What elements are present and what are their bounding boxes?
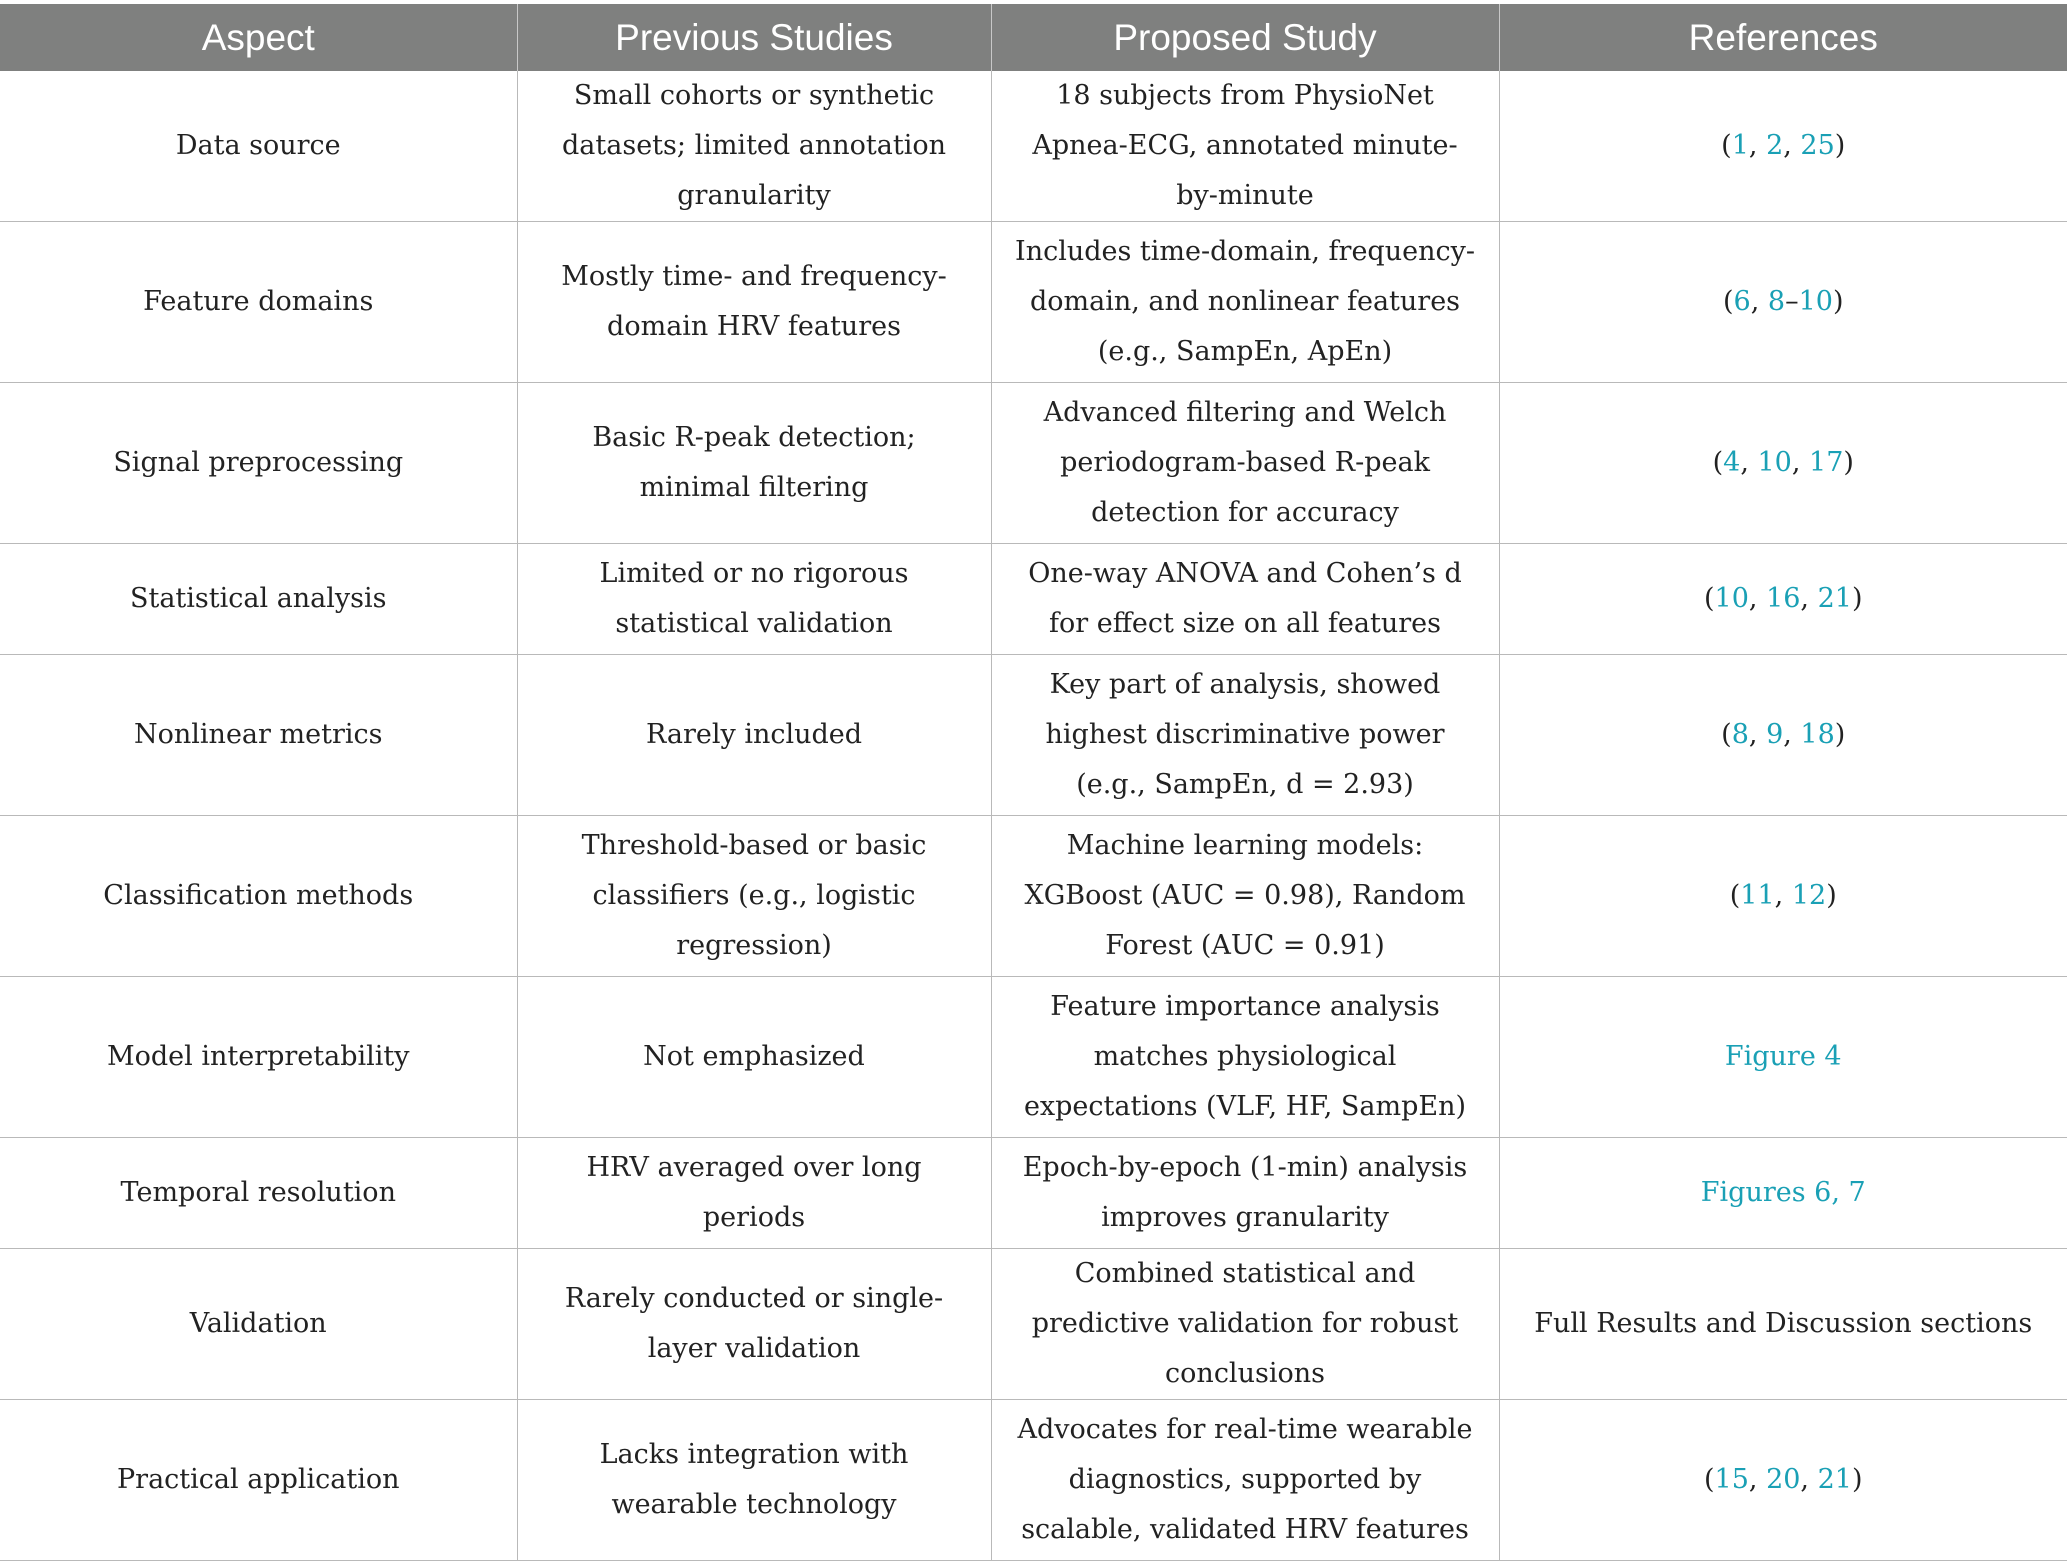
proposed-cell: One-way ANOVA and Cohen’s d for effect size on all features	[991, 544, 1499, 655]
previous-cell: Lacks integration with wearable technology	[517, 1400, 991, 1561]
reference-punctuation: ,	[1740, 447, 1758, 478]
reference-link[interactable]: 8	[1731, 719, 1749, 750]
reference-link[interactable]: 10	[1757, 447, 1792, 478]
header-row	[0, 4, 2067, 71]
references-cell	[1499, 977, 2067, 1138]
reference-link[interactable]: 10	[1798, 286, 1833, 317]
previous-cell: Basic R-peak detection; minimal filtering	[517, 383, 991, 544]
header-proposed-study: Proposed Study	[991, 4, 1499, 71]
header-references: References	[1499, 4, 2067, 71]
proposed-cell: 18 subjects from PhysioNet Apnea-ECG, annotated minute-by-minute	[991, 71, 1499, 222]
proposed-cell: Machine learning models: XGBoost (AUC = 0.98), Random Forest (AUC = 0.91)	[991, 816, 1499, 977]
reference-punctuation: )	[1851, 1464, 1863, 1495]
table-row	[0, 71, 2067, 222]
aspect-cell: Model interpretability	[0, 977, 517, 1138]
reference-punctuation: ,	[1748, 1464, 1767, 1495]
reference-link[interactable]: 12	[1791, 880, 1827, 911]
proposed-cell: Feature importance analysis matches physiological expectations (VLF, HF, SampEn)	[991, 977, 1499, 1138]
reference-punctuation: (	[1721, 130, 1732, 161]
reference-link[interactable]: 9	[1766, 719, 1784, 750]
reference-punctuation: ,	[1774, 880, 1792, 911]
reference-link[interactable]: 1	[1731, 130, 1749, 161]
references-cell	[1499, 1400, 2067, 1561]
reference-punctuation: )	[1843, 447, 1854, 478]
previous-cell: HRV averaged over long periods	[517, 1138, 991, 1249]
aspect-cell: Practical application	[0, 1400, 517, 1561]
table-row	[0, 222, 2067, 383]
reference-punctuation: (	[1703, 1464, 1715, 1495]
aspect-cell: Validation	[0, 1249, 517, 1400]
references-cell	[1499, 1138, 2067, 1249]
reference-link[interactable]: 4	[1723, 447, 1741, 478]
reference-link[interactable]: 25	[1800, 130, 1835, 161]
aspect-cell: Statistical analysis	[0, 544, 517, 655]
reference-link[interactable]: 11	[1740, 880, 1775, 911]
reference-link[interactable]: 15	[1714, 1464, 1749, 1495]
header-previous-studies: Previous Studies	[517, 4, 991, 71]
aspect-cell: Feature domains	[0, 222, 517, 383]
reference-punctuation: ,	[1783, 719, 1801, 750]
references-cell	[1499, 544, 2067, 655]
reference-punctuation: (	[1712, 447, 1724, 478]
reference-link[interactable]: 6	[1733, 286, 1751, 317]
reference-link[interactable]: 21	[1817, 1464, 1852, 1495]
reference-punctuation: )	[1832, 286, 1844, 317]
reference-punctuation: )	[1851, 583, 1863, 614]
previous-cell: Threshold-based or basic classifiers (e.g., logistic regression)	[517, 816, 991, 977]
table-row	[0, 655, 2067, 816]
reference-link[interactable]: Figure 4	[1724, 1041, 1842, 1072]
reference-punctuation: (	[1723, 286, 1734, 317]
reference-punctuation: )	[1826, 880, 1837, 911]
table-row	[0, 977, 2067, 1138]
previous-cell: Mostly time- and frequency-domain HRV features	[517, 222, 991, 383]
references-cell	[1499, 1249, 2067, 1400]
reference-link[interactable]: 17	[1809, 447, 1844, 478]
previous-cell: Small cohorts or synthetic datasets; limited annotation granularity	[517, 71, 991, 222]
table-row	[0, 544, 2067, 655]
reference-link[interactable]: 21	[1817, 583, 1852, 614]
table-row	[0, 1249, 2067, 1400]
reference-punctuation: ,	[1800, 1464, 1818, 1495]
reference-link[interactable]: Figures 6, 7	[1700, 1177, 1866, 1208]
table-row	[0, 816, 2067, 977]
proposed-cell: Advocates for real-time wearable diagnostics, supported by scalable, validated HRV features	[991, 1400, 1499, 1561]
reference-punctuation: ,	[1748, 130, 1767, 161]
header-aspect: Aspect	[0, 4, 517, 71]
proposed-cell: Combined statistical and predictive validation for robust conclusions	[991, 1249, 1499, 1400]
reference-punctuation: ,	[1748, 719, 1767, 750]
proposed-cell: Advanced filtering and Welch periodogram-based R-peak detection for accuracy	[991, 383, 1499, 544]
aspect-cell: Signal preprocessing	[0, 383, 517, 544]
references-cell	[1499, 222, 2067, 383]
reference-punctuation: (	[1729, 880, 1741, 911]
references-cell	[1499, 71, 2067, 222]
comparison-table	[0, 4, 2067, 1561]
proposed-cell: Key part of analysis, showed highest discriminative power (e.g., SampEn, d = 2.93)	[991, 655, 1499, 816]
table-row	[0, 1138, 2067, 1249]
reference-punctuation: ,	[1748, 583, 1767, 614]
reference-punctuation: (	[1721, 719, 1732, 750]
reference-link[interactable]: 20	[1766, 1464, 1801, 1495]
reference-link[interactable]: 10	[1714, 583, 1749, 614]
reference-link[interactable]: 18	[1800, 719, 1835, 750]
aspect-cell: Temporal resolution	[0, 1138, 517, 1249]
previous-cell: Rarely conducted or single-layer validation	[517, 1249, 991, 1400]
proposed-cell: Epoch-by-epoch (1-min) analysis improves granularity	[991, 1138, 1499, 1249]
reference-link[interactable]: 2	[1766, 130, 1784, 161]
references-cell	[1499, 816, 2067, 977]
previous-cell: Limited or no rigorous statistical validation	[517, 544, 991, 655]
reference-punctuation: ,	[1791, 447, 1810, 478]
reference-punctuation: ,	[1800, 583, 1818, 614]
reference-punctuation: Full Results and Discussion sections	[1534, 1308, 2033, 1339]
table-row	[0, 383, 2067, 544]
aspect-cell: Nonlinear metrics	[0, 655, 517, 816]
reference-link[interactable]: 16	[1766, 583, 1801, 614]
previous-cell: Not emphasized	[517, 977, 991, 1138]
proposed-cell: Includes time-domain, frequency-domain, and nonlinear features (e.g., SampEn, ApEn)	[991, 222, 1499, 383]
aspect-cell: Data source	[0, 71, 517, 222]
references-cell	[1499, 383, 2067, 544]
previous-cell: Rarely included	[517, 655, 991, 816]
reference-punctuation: ,	[1783, 130, 1801, 161]
references-cell	[1499, 655, 2067, 816]
table-row	[0, 1400, 2067, 1561]
aspect-cell: Classification methods	[0, 816, 517, 977]
reference-punctuation: ,	[1750, 286, 1768, 317]
reference-punctuation: )	[1834, 130, 1846, 161]
reference-punctuation: (	[1703, 583, 1715, 614]
reference-punctuation: )	[1834, 719, 1846, 750]
reference-link[interactable]: 8	[1767, 286, 1786, 317]
reference-punctuation: –	[1785, 286, 1799, 317]
